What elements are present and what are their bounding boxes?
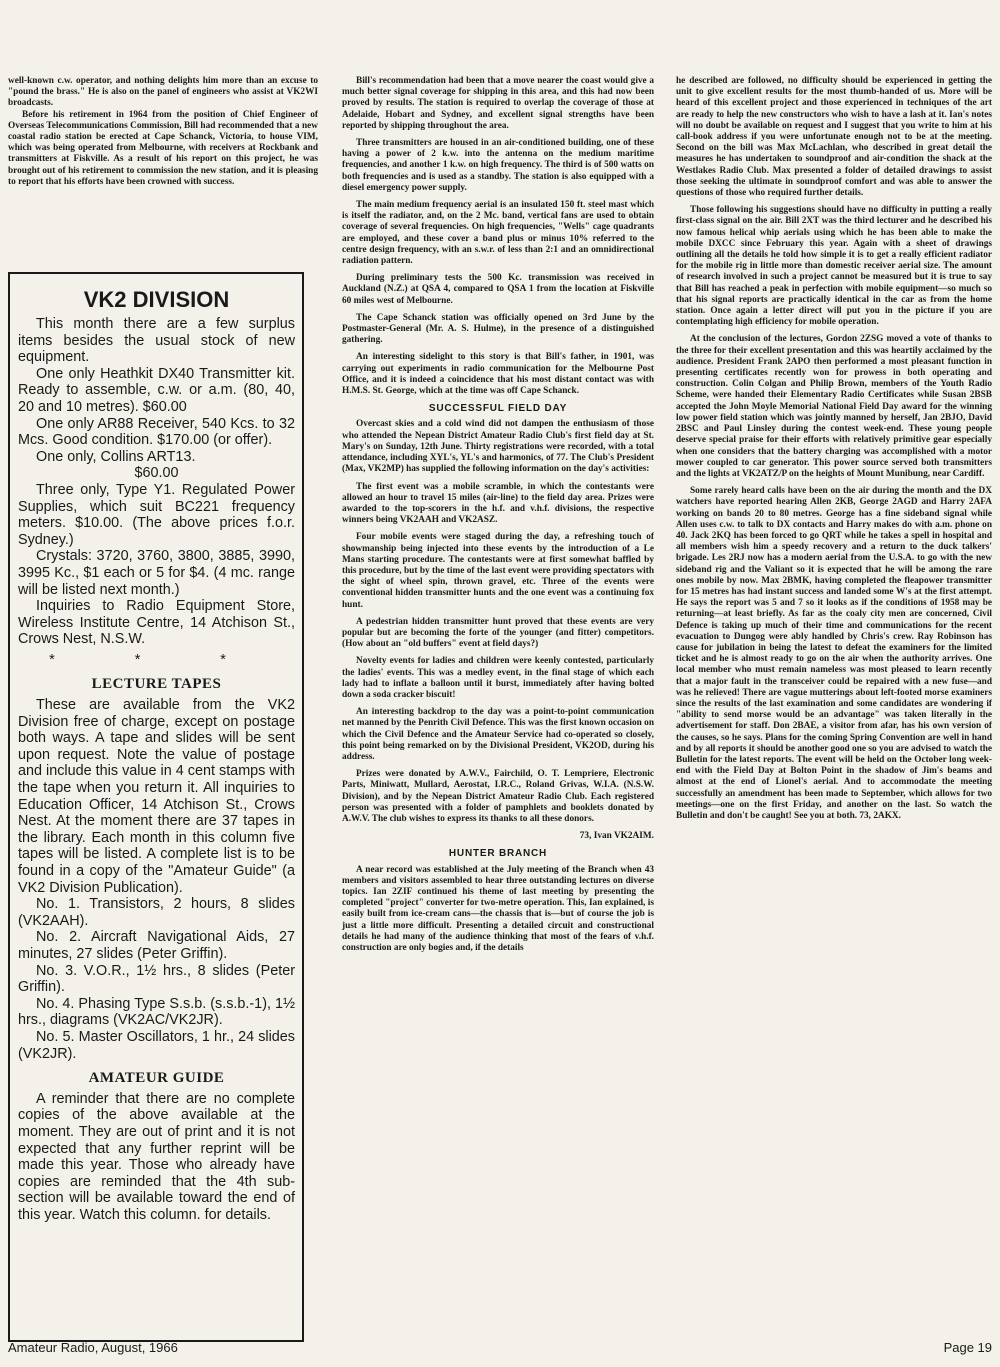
paragraph: These are available from the VK2 Division free of charge, except on postage both ways. A tape and slides will be sent upon request. Note the value of postage and include this value in 4 cent stamps with the tape when you return it. All inquiries to Education Officer, 14 Atchison St., Crows Nest. At the moment there are 37 tapes in the library. Each month in this column five tapes will be listed. A complete list is to be found in a copy of the "Amateur Guide" (a VK2 Division Publication). (18, 697, 295, 896)
paragraph: At the conclusion of the lectures, Gordon 2ZSG moved a vote of thanks to the three for their excellent presentation and this was heartily acclaimed by the audience. President Frank 2APO then performed a most pleasant function in presenting certificates recently won for prowess in both operating and construction. Colin Colgan and Philip Brown, members of the Youth Radio Scheme, were handed their Elementary Radio Certificates while Susan 2BSB accepted the John Moyle Memorial National Field Day award for the winning low power field station which was jointly manned by herself, Jan 2BJO, David 2BSC and Paul Linsley during the contest week-end. These young people deserve special praise for their efforts with relatively primitive gear especially when one considers that the battery charging was accomplished with a motor mower coupled to car generator. This power source served both transmitters and the lights at VK2ATZ/P on the heights of Mount Munibung, near Cardiff. (676, 334, 992, 479)
page-number: Page 19 (943, 1340, 992, 1355)
paragraph: Overcast skies and a cold wind did not dampen the enthusiasm of those who attended the Nepean District Amateur Radio Club's first field day at St. Mary's on Sunday, 12th June. Thirty registrations were recorded, with a total attendance, including XYL's, YL's and harmonics, of 77. The Club's President (Max, VK2MP) has supplied the following information on the day's activities: (342, 419, 654, 475)
paragraph: The Cape Schanck station was officially opened on 3rd June by the Postmaster-General (Mr. A. S. Hulme), in the presence of a distinguished gathering. (342, 312, 654, 346)
paragraph: Bill's recommendation had been that a move nearer the coast would give a much better signal coverage for shipping in this area, and this had now been proved by results. The station is required to overlap the coverage of those at Adelaide, Hobart and Sydney, and excellent signal strengths have been reported by shipping throughout the area. (342, 76, 654, 131)
paragraph: No. 2. Aircraft Navigational Aids, 27 minutes, 27 slides (Peter Griffin). (18, 929, 295, 962)
section-heading-field-day: SUCCESSFUL FIELD DAY (428, 403, 568, 415)
paragraph: One only, Collins ART13. (36, 448, 196, 465)
page-footer (8, 1340, 992, 1355)
paragraph: The first event was a mobile scramble, in which the contestants were allowed an hour to travel 15 miles (air-line) to the field day area. Prizes were awarded to the top-scorers in the h.f. and v.h.f. divisions, the respective winners being VK2AAH and VK2ASZ. (342, 481, 654, 526)
paragraph: The main medium frequency aerial is an insulated 150 ft. steel mast which is itself the radiator, and, on the 2 Mc. band, vertical fans are used to obtain coverage of several frequencies. On high frequencies, "Wells" cage quadrants are employed, and these cover a band plus or minus 10% referred to the centre design frequency, with an s.w.r. of less than 2:1 and an omnidirectional radiation pattern. (342, 200, 654, 267)
paragraph: A reminder that there are no complete copies of the above available at the moment. They are out of print and it is not expected that any further reprint will be made this year. Those who already have copies are reminded that the 4th sub-section will be available toward the end of this year. Watch this column. for details. (18, 1090, 295, 1223)
vk2-division-box (8, 272, 304, 1342)
paragraph: Four mobile events were staged during the day, a refreshing touch of showmanship being injected into these events by the introduction of a Le Mans starting procedure. The contestants were at first somewhat baffled by this procedure, but by the time of the last event were providing spectators with the sight of wheel spin, thrown gravel, etc. Three of the events were conventional hidden transmitter hunts and the one event was a continuing fox hunt. (342, 532, 654, 610)
section-divider: * * * (49, 651, 264, 668)
paragraph: No. 1. Transistors, 2 hours, 8 slides (VK2AAH). (18, 896, 295, 929)
column-2 (342, 76, 654, 960)
paragraph: A pedestrian hidden transmitter hunt proved that these events are very popular but are becoming the forte of the younger (and fitter) competitors. (How about an "old buffers" event at field days?) (342, 616, 654, 650)
paragraph: One only Heathkit DX40 Transmitter kit. Ready to assemble, c.w. or a.m. (80, 40, 20 and 10 metres). $60.00 (18, 365, 295, 415)
paragraph: No. 3. V.O.R., 1½ hrs., 8 slides (Peter Griffin). (18, 962, 295, 996)
paragraph: No. 4. Phasing Type S.s.b. (s.s.b.-1), 1½ hrs., diagrams (VK2AC/VK2JR). (18, 995, 295, 1029)
paragraph: An interesting backdrop to the day was a point-to-point communication net manned by the Penrith Civil Defence. This was the first known occasion on which the Civil Defence and the Amateur Service had co-operated so closely, this point being remarked on by the Divisional President, VK2OD, during his address. (342, 707, 654, 762)
section-heading-amateur-guide: AMATEUR GUIDE (88, 1070, 225, 1087)
box-title: VK2 DIVISION (83, 287, 230, 312)
paragraph: An interesting sidelight to this story is that Bill's father, in 1901, was carrying out experiments in radio communication for the Melbourne Post Office, and it is indeed a coincidence that his most distant contact was with H.M.S. St. George, which at the time was off Cape Schanck. (342, 352, 654, 397)
paragraph: Three only, Type Y1. Regulated Power Supplies, which suit BC221 frequency meters. $10.00. (The above prices f.o.r. Sydney.) (18, 481, 295, 548)
paragraph: Inquiries to Radio Equipment Store, Wireless Institute Centre, 14 Atchison St., Crows Nest, N.S.W. (18, 598, 295, 648)
publication-info: Amateur Radio, August, 1966 (8, 1340, 178, 1355)
paragraph: Crystals: 3720, 3760, 3800, 3885, 3990, 3995 Kc., $1 each or 5 for $4. (4 mc. range will be listed next month.) (18, 548, 295, 598)
paragraph: No. 5. Master Oscillators, 1 hr., 24 slides (VK2JR). (18, 1028, 295, 1062)
paragraph: A near record was established at the July meeting of the Branch when 43 members and visitors assembled to hear three outstanding lectures on diverse topics. Ian 2ZIF continued his theme of last meeting by presenting the completed "project" converter for two-metre operation. This, Ian explained, is easily built from ice-cream cans—the chassis that is—but of course the job is just a little more difficult. Presenting a detailed circuit and constructional details he had many of the audience thinking that most of the fears of v.h.f. construction are only bogies and, if the details (342, 864, 654, 954)
paragraph: During preliminary tests the 500 Kc. transmission was received in Auckland (N.Z.) at QSA 4, compared to QSA 1 from the location at Fiskville 60 miles west of Melbourne. (342, 273, 654, 306)
column-1-intro (8, 76, 318, 188)
paragraph: Three transmitters are housed in an air-conditioned building, one of these having a power of 2 k.w. into the antenna on the medium maritime frequencies, and another 1 k.w. on high frequency. The third is of 500 watts on both frequencies and is used as a standby. The station is also equipped with a diesel emergency power supply. (342, 138, 654, 193)
paragraph: Some rarely heard calls have been on the air during the month and the DX watchers have reported hearing Allen 2KB, George 2AGD and Harry 2AFA working on bands 20 to 80 metres. George has a fine sideband signal while Allen uses c.w. to talk to DX contacts and Harry makes do with a.m. phone on 40. Jack 2KQ has been forced to go QRT while he takes a spell in hospital and all members wish him a speedy recovery and a return to the duck talkers' brigade. Les 2RJ now has a modern aerial from the U.S.A. to go with the new sideband rig and the Valiant so it is expected that he will be among the rare ones mobile by now. Max 2BMK, having completed the fleapower transmitter for 15 metres has had instant success and landed some W's at the first attempt. He says the report was 5 and 7 so it looks as if the conditions of 1958 may be returning—at least briefly. As far as the coaly city men are concerned, Civil Defence is taking up much of their time and communications for the recent evacuation to Dungog were ably handled by Chris's crew. Ray Robinson has cause for jubilation in being the latest to defeat the examiners for the limited ticket and he is almost ready to go on the air when the authority arrives. One local member who must remain nameless was most pleased to learn recently that a major fault in the transceiver could be repaired with a new fuse—and was he relieved! There are vague mutterings about left-footed morse examiners since the results of the last examination and some candidates are wondering if "ability to send morse would be an advantage" was taken literally in the advertisement for staff. Don 2BAE, a visitor from afar, has his own version of the causes, so he says. Plans for the coming Spring Convention are well in hand and by all reports it should be another good one so you are advised to watch the Bulletin for the latest reports. The event will be held on the October long week-end with the Field Day at Bolton Point in the shadow of Jim's beams and almost at the end of Lionel's aerial. And to accommodate the meeting successfully an amendment has been made to September, which allows for two meetings—one on the first Friday, and another on the last. So watch the Bulletin and don't be caught! See you at both. 73, 2AKX. (676, 486, 992, 821)
signature: 73, Ivan VK2AIM. (579, 831, 654, 842)
paragraph: This month there are a few surplus items besides the usual stock of new equipment. (18, 316, 295, 366)
paragraph: Novelty events for ladies and children were keenly contested, particularly the ladies' events. This was a medley event, in the final stage of which each lady had to inflate a balloon until it burst, immediately after having bolted down a soda cracker biscuit! (342, 656, 654, 700)
column-3 (676, 76, 992, 828)
price: $60.00 (134, 465, 179, 482)
paragraph: he described are followed, no difficulty should be experienced in getting the unit to give excellent results for the most thumb-handed of us. More will be heard of this excellent project and those experienced in techniques of the art are ready to help the new constructors who wish to have a lash at it. Ian's notes will no doubt be available on request and I suggest that you write to him at his call-book address if you were unfortunate enough not to be at the meeting. Second on the bill was Max McLachlan, who described in great detail the measures he has undertaken to soundproof and air-condition the shack at the Westlakes Radio Club. Max presented a folder of detailed drawings to assist those seeking the ultimate in soundproof comfort and was able to answer the questions of those who required further details. (676, 76, 992, 199)
paragraph: Those following his suggestions should have no difficulty in putting a really first-class signal on the air. Bill 2XT was the third lecturer and he described his now famous helical whip aerials using which he has been able to make the mobile DXCC since February this year. Again with a sheet of drawings outlining all the details he told how simple it is to get a really efficient radiator for the mobile rig in little more than domestic receiver aerial size. The amount of research involved in such a project cannot be measured but it is true to say that Bill has reached a peak in perfection with mobile equipment—so much so that his signal reports are practically identical in the car as from the home station. Once again a letter direct will put you in the picture if you are contemplating high efficiency for mobile operation. (676, 205, 992, 328)
section-heading-hunter-branch: HUNTER BRANCH (448, 848, 548, 860)
paragraph: Before his retirement in 1964 from the position of Chief Engineer of Overseas Telecommunications Commission, Bill had recommended that a new coastal radio station be erected at Cape Schanck, Victoria, to house VIM, which was being operated from Melbourne, with receivers at Rockbank and transmitters at Fiskville. As a result of his report on this project, he was brought out of his retirement to commission the new station, and it is pleasing to report that his efforts have been crowned with success. (8, 109, 318, 187)
section-heading-lecture-tapes: LECTURE TAPES (91, 676, 222, 693)
paragraph: well-known c.w. operator, and nothing delights him more than an excuse to "pound the brass." He is also on the panel of engineers who assist at VK2WI broadcasts. (8, 76, 318, 109)
paragraph: One only AR88 Receiver, 540 Kcs. to 32 Mcs. Good condition. $170.00 (or offer). (18, 415, 295, 449)
paragraph: Prizes were donated by A.W.V., Fairchild, O. T. Lempriere, Electronic Parts, Miniwatt, Mullard, Aerostat, I.R.C., Roland Grivas, W.I.A. (N.S.W. Division), and by the Nepean District Amateur Radio Club. Each registered person was presented with a folder of pamphlets and booklets donated by A.W.V. The club wishes to express its thanks to all these donors. (342, 769, 654, 824)
